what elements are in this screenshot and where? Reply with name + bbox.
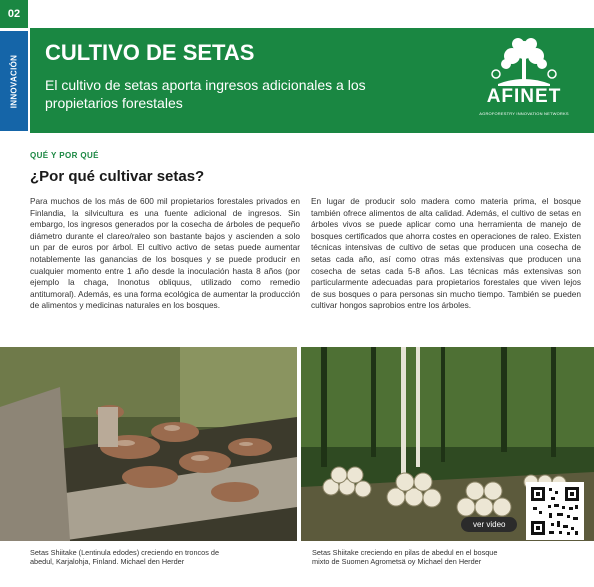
page-subtitle: El cultivo de setas aporta ingresos adicionales a los propietarios forestales (45, 77, 366, 111)
page-title: CULTIVO DE SETAS (45, 40, 255, 65)
afinet-logo (468, 34, 580, 126)
photo-birch-log-piles (301, 347, 594, 541)
section-heading: ¿Por qué cultivar setas? (30, 168, 205, 185)
section-label: QUÉ Y POR QUÉ (30, 151, 99, 160)
watch-video-button[interactable]: ver video (461, 517, 517, 532)
qr-code[interactable] (526, 482, 584, 540)
logo-wordmark: AFINET (486, 86, 562, 107)
page-number: 02 (0, 0, 28, 28)
side-tab-label: INNOVACIÓN (9, 54, 19, 108)
title-banner (30, 28, 594, 133)
caption-left: Setas Shiitake (Lentinula edodes) creciendo en troncos de abedul, Karjalohja, Finland. Michael den Herder (30, 548, 220, 567)
photo-shiitake-logs (0, 347, 297, 541)
qr-code-icon (529, 485, 581, 537)
tree-icon (468, 34, 580, 90)
body-text-right: En lugar de producir solo madera como materia prima, el bosque también ofrece alimentos de alta calidad. Además, el cultivo de setas en árboles vivos se puede aplicar como una herramienta de manejo de bosques certificados que ahorra costes en operaciones de raleo. Existen técnicas intensivas de cultivo de setas que producen una cosecha de setas cada año, así como otras más extensivas que producen una cosecha de setas cada 5-8 años. Las técnicas más extensivas son particularmente adecuadas para propietarios forestales que viven lejos de sus bosques o para personas sin mucho tiempo. También se pueden cultivar hongos saprobios entre los árboles. (311, 196, 581, 311)
section-side-tab (0, 31, 28, 131)
caption-right: Setas Shiitake creciendo en pilas de abedul en el bosque mixto de Suomen Agrometsä oy Michael den Herder (312, 548, 498, 567)
body-text-left: Para muchos de los más de 600 mil propietarios forestales privados en Finlandia, la silvicultura es una fuente adicional de ingresos. Sin embargo, los ingresos generados por la cosecha de árboles de pequeño diámetro durante el clareo/raleo son bastante bajos y ascienden a solo un par de euros por árbol. El cultivo activo de setas puede aumentar notablemente las ganancias de los bosques y se puede producir en cualquier momento entre 1 año desde la inoculación hasta 8 años (por ejemplo la chaga, Inonotus obliquus, utilizado como remedio antitumoral). Además, es una forma ecológica de aumentar la producción de alimentos y medicinas naturales en los bosques. (30, 196, 300, 311)
logo-tagline: AGROFORESTRY INNOVATION NETWORKS (479, 111, 569, 116)
